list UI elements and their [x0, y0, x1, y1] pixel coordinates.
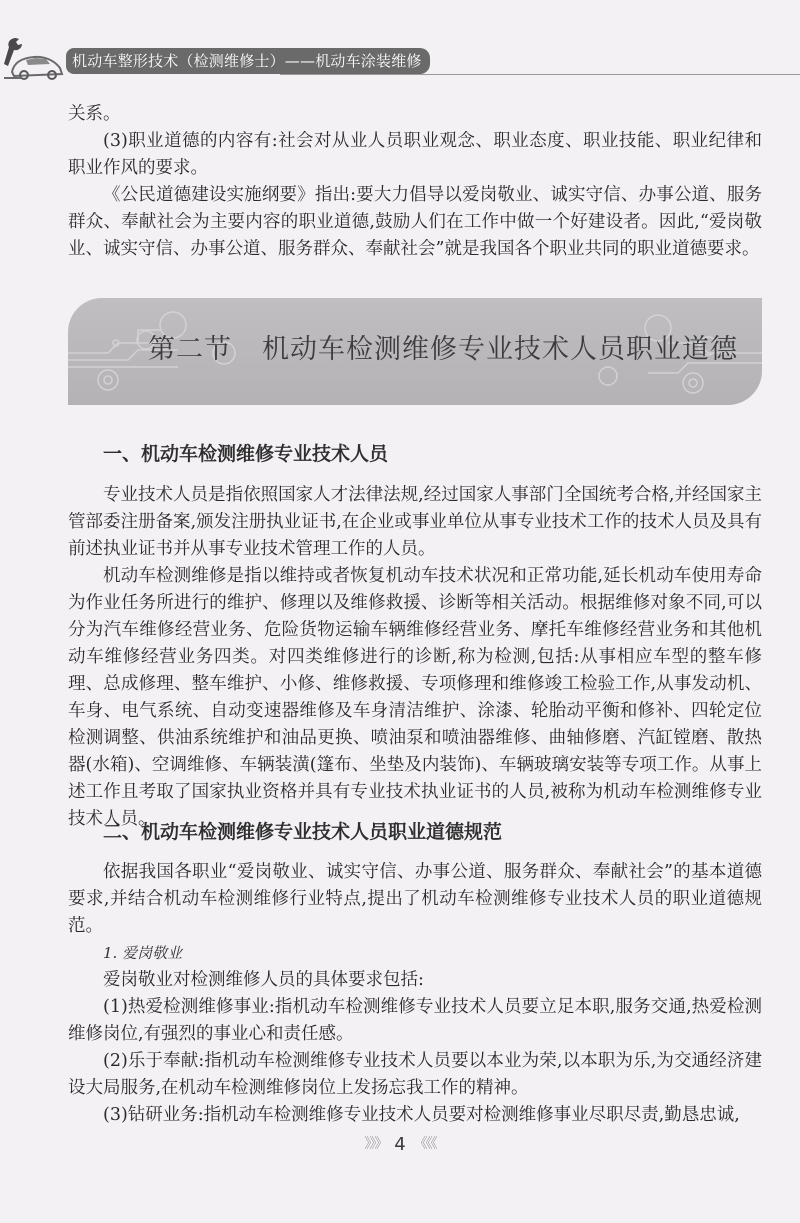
paragraph-intro-1: 关系。 [68, 104, 121, 124]
section-banner [68, 298, 762, 405]
paragraph-item1-intro: 爱岗敬业对检测维修人员的具体要求包括: [103, 970, 424, 990]
subsection-heading-1: 一、机动车检测维修专业技术人员 [103, 443, 389, 465]
paragraph-intro-3: 《公民道德建设实施纲要》指出:要大力倡导以爱岗敬业、诚实守信、办事公道、服务群众、奉献社会为主要内容的职业道德,鼓励人们在工作中做一个好建设者。因此,“爱岗敬业、诚实守信、办事公道、服务群众、奉献社会”就是我国各个职业共同的职业道德要求。 [68, 185, 762, 259]
chevrons-left-icon: 《《《 [413, 1136, 436, 1152]
section-title-text: 机动车检测维修专业技术人员职业道德 [262, 334, 738, 365]
paragraph-part2-1: 依据我国各职业“爱岗敬业、诚实守信、办事公道、服务群众、奉献社会”的基本道德要求,并结合机动车检测维修行业特点,提出了机动车检测维修专业技术人员的职业道德规范。 [68, 862, 762, 936]
book-title-tag: 机动车整形技术（检测维修士）——机动车涂装维修 [66, 48, 430, 74]
section-title [148, 328, 738, 372]
wrench-car-icon [2, 36, 64, 80]
running-header [0, 34, 800, 82]
paragraph-req-2: (2)乐于奉献:指机动车检测维修专业技术人员要以本业为荣,以本职为乐,为交通经济建设大局服务,在机动车检测维修岗位上发扬忘我工作的精神。 [68, 1051, 762, 1098]
header-rule [280, 74, 800, 75]
chevrons-right-icon: 》》》 [364, 1136, 387, 1152]
paragraph-part1-2: 机动车检测维修是指以维持或者恢复机动车技术状况和正常功能,延长机动车使用寿命为作业任务所进行的维护、修理以及维修救援、诊断等相关活动。根据维修对象不同,可以分为汽车维修经营业务、危险货物运输车辆维修经营业务、摩托车维修经营业务和其他机动车维修经营业务四类。对四类维修进行的诊断,称为检测,包括:从事相应车型的整车修理、总成修理、整车维护、小修、维修救援、专项修理和维修竣工检验工作,从事发动机、车身、电气系统、自动变速器维修及车身清洁维护、涂漆、轮胎动平衡和修补、四轮定位检测调整、供油系统维护和油品更换、喷油泵和喷油器维修、曲轴修磨、汽缸镗磨、散热器(水箱)、空调维修、车辆装潢(篷布、坐垫及内装饰)、车辆玻璃安装等专项工作。从事上述工作且考取了国家执业资格并具有专业技术执业证书的人员,被称为机动车检测维修专业技术人员。 [68, 566, 762, 829]
page-number: 4 [394, 1134, 406, 1155]
paragraph-req-3: (3)钻研业务:指机动车检测维修专业技术人员要对检测维修事业尽职尽责,勤恳忠诚, [103, 1105, 740, 1125]
paragraph-part1-1: 专业技术人员是指依照国家人才法律法规,经过国家人事部门全国统考合格,并经国家主管部委注册备案,颁发注册执业证书,在企业或事业单位从事专业技术工作的技术人员及具有前述执业证书并从事专业技术管理工作的人员。 [68, 485, 762, 559]
section-number: 第二节 [148, 334, 232, 365]
paragraph-req-1: (1)热爱检测维修事业:指机动车检测维修专业技术人员要立足本职,服务交通,热爱检测维修岗位,有强烈的事业心和责任感。 [68, 997, 762, 1044]
subsection-heading-2: 二、机动车检测维修专业技术人员职业道德规范 [103, 821, 503, 843]
paragraph-intro-2: (3)职业道德的内容有:社会对从业人员职业观念、职业态度、职业技能、职业纪律和职业作风的要求。 [68, 131, 762, 178]
item-title-1: 1. 爱岗敬业 [103, 944, 183, 962]
page-number-footer [0, 1133, 800, 1155]
